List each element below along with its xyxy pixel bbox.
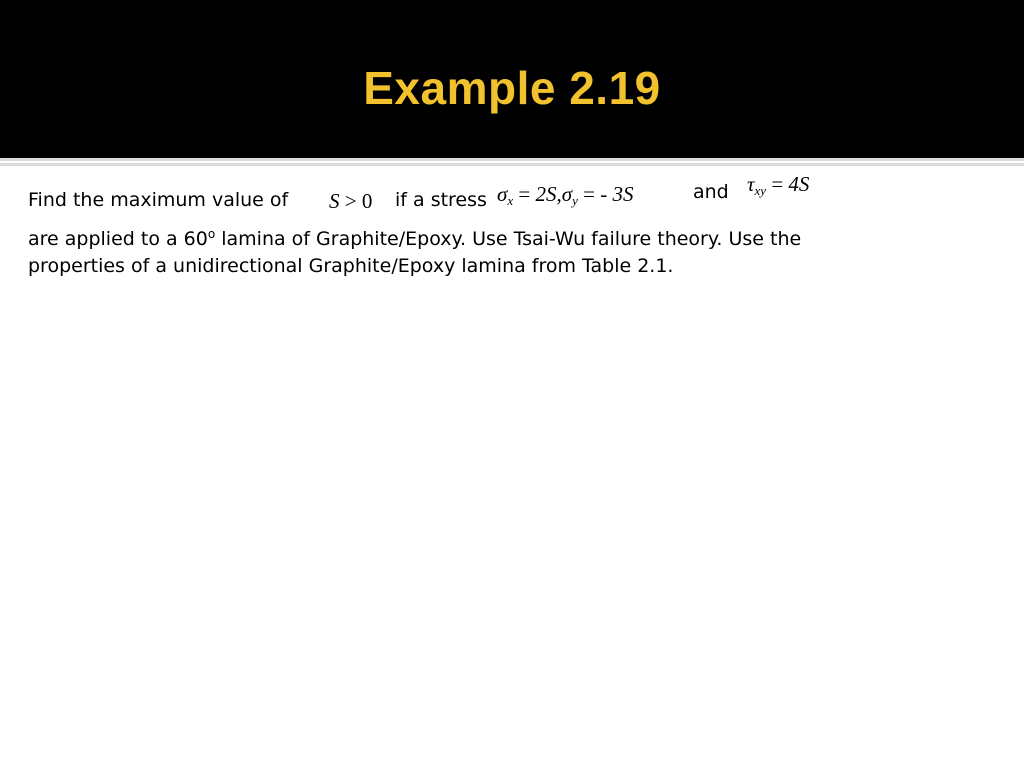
problem-text-line-2-start: are applied to a 60 — [28, 228, 208, 250]
problem-text-line-2-end: lamina of Graphite/Epoxy. Use Tsai-Wu failure theory. Use the — [215, 228, 802, 250]
problem-text-line-3: properties of a unidirectional Graphite/Epoxy lamina from Table 2.1. — [28, 255, 674, 277]
title-divider-highlight — [0, 161, 1024, 163]
problem-text-line-1a: Find the maximum value of — [28, 189, 289, 211]
slide-title: Example 2.19 — [363, 62, 661, 114]
math-shear-stress: $\tau_{xy} = 4S$ — [747, 172, 810, 198]
math-s-greater-than-zero: S > 0 — [329, 189, 373, 213]
degree-superscript: o — [207, 227, 216, 241]
problem-text-line-1c: and — [693, 181, 729, 203]
math-stress-components: $\sigma_x = 2S,\sigma_y$ = - 3S — [497, 182, 634, 208]
problem-text-line-1b: if a stress — [395, 189, 487, 211]
title-bar — [0, 0, 1024, 158]
